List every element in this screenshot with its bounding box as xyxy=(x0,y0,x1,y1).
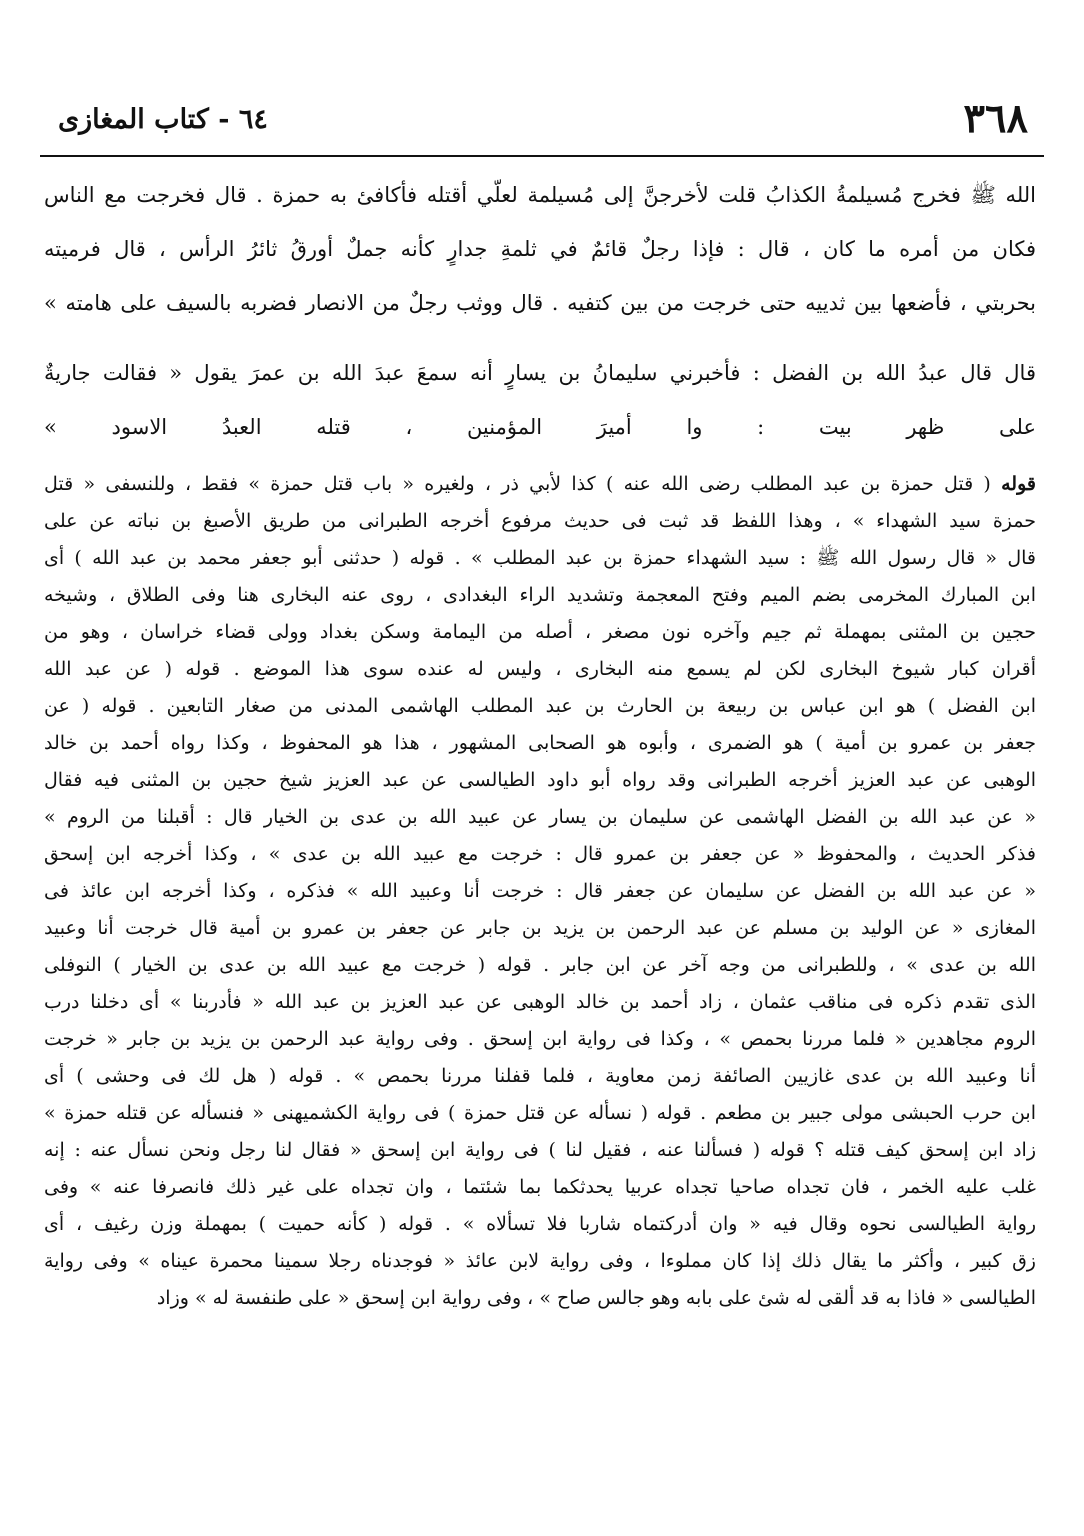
commentary-line: « عن عبد الله بن الفضل عن سليمان عن جعفر قال : خرجت أنا وعبيد الله » فذكره ، وكذا أخرجه ابن عائذ فى xyxy=(44,880,1036,902)
commentary-line: الروم مجاهدين « فلما مررنا بحمص » ، وكذا فى رواية ابن إسحق . وفى رواية عبد الرحمن بن يزيد بن جابر « خرجت xyxy=(44,1028,1036,1050)
qawluhu-marker: قوله xyxy=(1001,473,1036,495)
commentary-line: « عن عبد الله بن الفضل الهاشمى عن سليمان بن يسار عن عبيد الله بن عدى بن الخيار قال : أقبلنا من الروم » xyxy=(44,806,1036,828)
header-rule xyxy=(40,155,1044,157)
running-head: ٦٤ - كتاب المغازى xyxy=(58,104,268,135)
commentary-line: ابن المبارك المخرمى بضم الميم وفتح المعجمة وتشديد الراء البغدادى ، روى عنه البخارى هنا وفى الطلاق ، وشيخه xyxy=(44,584,1036,606)
commentary-line: زق كبير ، وأكثر ما يقال ذلك إذا كان مملوءا ، وفى رواية لابن عائذ « فوجدناه رجلا سمينا محمرة عيناه » وفى رواية xyxy=(44,1250,1036,1272)
page-header xyxy=(50,90,1034,152)
commentary-line: الوهبى عن عبد العزيز أخرجه الطبرانى وقد رواه أبو داود الطيالسى عن عبد العزيز شيخ حجين بن المثنى فيه فقال xyxy=(44,769,1036,791)
commentary-line: ابن حرب الحبشى مولى جبير بن مطعم . قوله ( نسأله عن قتل حمزة ) فى رواية الكشميهنى « فنسأله عن قتله حمزة » xyxy=(44,1102,1036,1124)
commentary-line: الله بن عدى » ، وللطبرانى من وجه آخر عن ابن جابر . قوله ( خرجت مع عبيد الله بن عدى بن الخيار ) النوفلى xyxy=(44,954,1036,976)
hadith-line: على ظهر بيت : وا أميرَ المؤمنين ، قتله العبدُ الاسود » xyxy=(44,415,1036,439)
commentary-line: الذى تقدم ذكره فى مناقب عثمان ، زاد أحمد بن خالد الوهبى عن عبد العزيز بن عبد الله « فأدربنا » أى دخلنا درب xyxy=(44,991,1036,1013)
paragraph-gap xyxy=(44,330,1036,346)
commentary-line: رواية الطيالسى نحوه وقال فيه « وان أدركتماه شاربا فلا تسألاه » . قوله ( كأنه حميت ) بمهملة وزن رغيف ، أى xyxy=(44,1213,1036,1235)
commentary-line: المغازى « عن الوليد بن مسلم عن عبد الرحمن بن يزيد بن جابر عن جعفر بن عمرو بن أمية قال خرجت أنا وعبيد xyxy=(44,917,1036,939)
commentary-line: غلب عليه الخمر ، فان تجداه صاحيا تجداه عربيا يحدثكما بما شئتما ، وان تجداه على غير ذلك فانصرفا عنه » وفى xyxy=(44,1176,1036,1198)
hadith-line: الله ﷺ فخرج مُسيلمةُ الكذابُ قلت لأخرجنَّ إلى مُسيلمة لعلّي أقتله فأكافئ به حمزة . قال فخرجت مع الناس xyxy=(44,183,1036,207)
commentary-line xyxy=(44,466,1036,503)
hadith-text xyxy=(44,168,1036,454)
page-number: ٣٦٨ xyxy=(963,95,1028,142)
commentary-line: ابن الفضل ) هو ابن عباس بن ربيعة بن الحارث بن عبد المطلب الهاشمى المدنى من صغار التابعين . قوله ( عن xyxy=(44,695,1036,717)
commentary-line: حجين بن المثنى بمهملة ثم جيم وآخره نون مصغر ، أصله من اليمامة وسكن بغداد وولى قضاء خراسان ، وهو من xyxy=(44,621,1036,643)
commentary-line: أنا وعبيد الله بن عدى غازيين الصائفة زمن معاوية ، فلما قفلنا مررنا بحمص » . قوله ( هل لك فى وحشى ) أى xyxy=(44,1065,1036,1087)
commentary-line: أقران كبار شيوخ البخارى لكن لم يسمع منه البخارى ، وليس له عنده سوى هذا الموضع . قوله ( عن عبد الله xyxy=(44,658,1036,680)
hadith-line: بحربتي ، فأضعها بين ثدييه حتى خرجت من بين كتفيه . قال ووثب رجلٌ من الانصار فضربه بالسيف على هامته » xyxy=(44,291,1036,315)
commentary-line: قال « قال رسول الله ﷺ : سيد الشهداء حمزة بن عبد المطلب » . قوله ( حدثنى أبو جعفر محمد بن عبد الله ) أى xyxy=(44,547,1036,569)
commentary-line: الطيالسى « فاذا به قد ألقى له شئ على بابه وهو جالس صاح » ، وفى رواية ابن إسحق « على طنفسة له » وزاد xyxy=(156,1287,1036,1309)
commentary-line: فذكر الحديث ، والمحفوظ « عن جعفر بن عمرو قال : خرجت مع عبيد الله بن عدى » ، وكذا أخرجه ابن إسحق xyxy=(44,843,1036,865)
commentary-line-text: ( قتل حمزة بن عبد المطلب رضى الله عنه ) كذا لأبي ذر ، ولغيره « باب قتل حمزة » فقط ، وللنسفى « قتل xyxy=(44,473,1002,495)
commentary-line: جعفر بن عمرو بن أمية ) هو الضمرى ، وأبوه هو الصحابى المشهور ، هذا هو المحفوظ ، وكذا رواه أحمد بن خالد xyxy=(44,732,1036,754)
commentary-line: حمزة سيد الشهداء » ، وهذا اللفظ قد ثبت فى حديث مرفوع أخرجه الطبرانى من طريق الأصبغ بن نباته عن على xyxy=(44,510,1036,532)
commentary-text xyxy=(44,466,1036,1317)
commentary-line: زاد ابن إسحق كيف قتله ؟ قوله ( فسألنا عنه ، فقيل لنا ) فى رواية ابن إسحق « فقال لنا رجل ونحن نسأل عنه : إنه xyxy=(44,1139,1036,1161)
hadith-line: قال قال عبدُ الله بن الفضل : فأخبرني سليمانُ بن يسارٍ أنه سمعَ عبدَ الله بن عمرَ يقول « فقالت جاريةٌ xyxy=(44,361,1036,385)
hadith-line: فكان من أمره ما كان ، قال : فإذا رجلٌ قائمٌ في ثلمةِ جدارٍ كأنه جملٌ أورقُ ثائرُ الرأس ، قال فرميته xyxy=(44,237,1036,261)
